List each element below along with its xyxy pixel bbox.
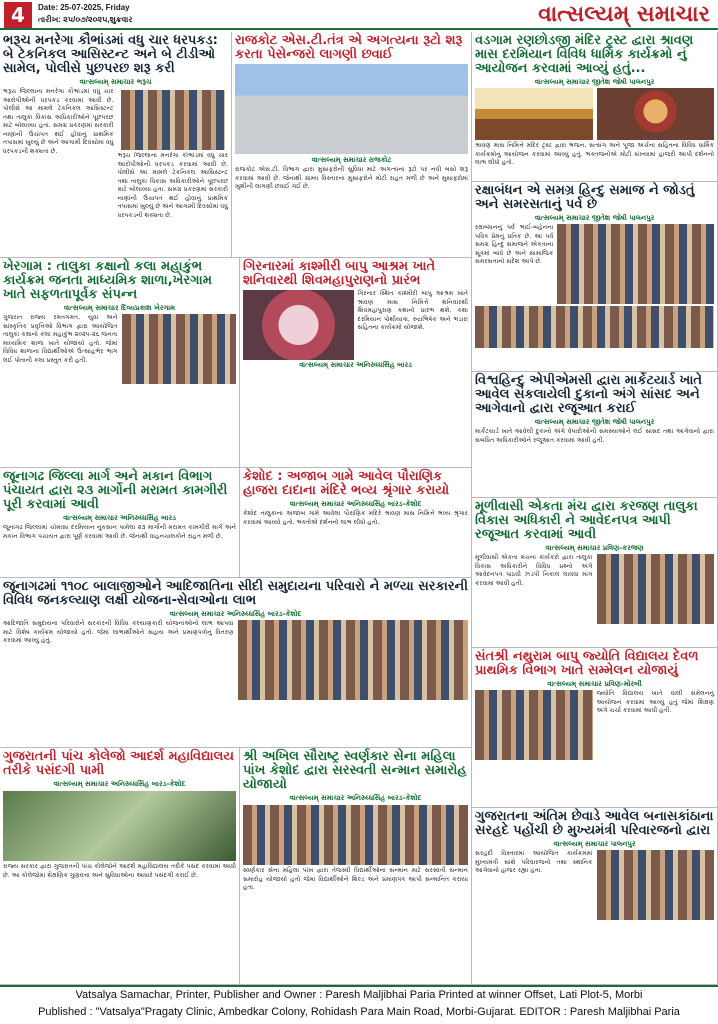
article-body: રાજકોટ એસ.ટી. વિભાગ દ્વારા મુસાફરોની સુવિધા માટે અગત્યના રૂટો પર નવી બસો શરૂ કરવામાં આવી છે. જેનાથી ગ્રામ્ય વિસ્તારના મુસાફરોને મોટી રાહત મળી છે અને મુસાફરોમાં ખુશીની લાગણી છવાઈ ગઈ છે. xyxy=(235,166,468,190)
article-raksha xyxy=(472,182,718,372)
headline: ખેરગામ : તાલુકા કક્ષાનો કલા મહાકુંભ કાર્યક્રમ જનતા માધ્યમિક શાળા,ખેરગામ ખાતે સફળતાપૂર્વક સંપન્ન xyxy=(3,259,212,302)
article-kesod-temple xyxy=(240,468,472,578)
temple-photo xyxy=(475,88,593,140)
article-body: ગિરનાર સ્થિત કાશ્મીરી બાપુ આશ્રમ ખાતે શ્રાવણ માસ નિમિત્તે શનિવારથી શિવમહાપુરાણ કથાનો પ્રારંભ થશે. કથા દરમિયાન પોથીયાત્રા, રુદ્રાભિષેક અને ભંડારા સહિતના કાર્યક્રમો યોજાશે. xyxy=(357,290,468,331)
article-bharuch xyxy=(0,32,232,258)
page-number: 4 xyxy=(4,2,32,28)
headline: ગુજરાતના અંતિમ છેવાડે આવેલ બનાસકાંઠાના સરહદે પહોંચી છે મુખ્યમંત્રી પરિવારજનો દ્વારા xyxy=(475,809,714,838)
article-junagadh-roads xyxy=(0,468,240,578)
article-girnar xyxy=(240,258,472,468)
felicitation-photo xyxy=(243,805,468,865)
byline: વાત્સલ્યમ્ સમાચાર પ્રવિણ-કરજણ xyxy=(545,544,644,552)
byline: વાત્સલ્યમ્ સમાચાર અનિરુધ્ધસિંહ બારડ xyxy=(299,361,412,369)
byline: વાત્સલ્યમ્ સમાચાર પાલનપુર xyxy=(553,840,636,848)
article-rajkot-st xyxy=(232,32,472,258)
masthead xyxy=(0,0,718,30)
article-body: રાજ્ય સરકાર દ્વારા ગુજરાતની પાંચ કોલેજોને આદર્શ મહાવિદ્યાલય તરીકે પસંદ કરવામાં આવી છે. આ કોલેજોમાં શૈક્ષણિક ગુણવત્તા અને સુવિધાઓના આધારે પસંદગી કરાઈ છે. xyxy=(3,863,236,879)
headline: કેશોદ : અજાબ ગામે આવેલ પૌરાણિક હાજરા દાદાના મંદિરે ભવ્ય શ્રૃંગાર કરાયો xyxy=(243,469,450,498)
bus-station-photo xyxy=(235,64,468,154)
headline: જૂનાગઢ જિલ્લા માર્ગ અને મકાન વિભાગ પંચાયત દ્વારા ૨૩ માર્ગોની મરામત કામગીરી પૂરી કરવામાં આવી xyxy=(3,469,228,512)
article-muli xyxy=(472,498,718,648)
byline: વાત્સલ્યમ્ સમાચાર જીતેશ જોષી પાલનપુર xyxy=(534,418,655,426)
article-body: સ્વર્ણકાર સેના મહિલા પાંખ દ્વારા તેજસ્વી વિદ્યાર્થીઓના સન્માન માટે સરસ્વતી સન્માન સમારોહ યોજાયો હતો જેમાં વિદ્યાર્થીઓને શિલ્ડ અને પ્રમાણપત્ર આપી સન્માનિત કરાયા હતા. xyxy=(243,867,468,891)
article-gujarat-border xyxy=(472,808,718,985)
date-english: Date: 25-07-2025, Friday xyxy=(38,3,130,12)
headline: વડગામ રણછોડજી મંદિર ટ્રસ્ટ દ્વારા શ્રાવણ માસ દરમિયાન વિવિધ ધાર્મિક કાર્યક્રમો નું આયોજન કરવામાં આવ્યું હતું... xyxy=(475,33,694,76)
article-body: કેશોદ તાલુકાના અજાબ ગામે આવેલા પૌરાણિક મંદિરે શ્રાવણ માસ નિમિત્તે ભવ્ય શ્રૃંગાર કરવામાં આવ્યો હતો. ભક્તોએ દર્શનનો લાભ લીધો હતો. xyxy=(243,510,468,526)
meeting-photo xyxy=(557,224,714,304)
article-gujarat-college xyxy=(0,748,240,985)
article-vishwa xyxy=(472,372,718,498)
article-body: જ્યોતિ વિદ્યાલય ખાતે વાલી સંમેલનનું આયોજન કરવામાં આવ્યું હતું જેમાં શિક્ષણ અંગે ચર્ચા કરવામાં આવી હતી. xyxy=(596,690,714,714)
footer-publisher-line: Published : "Vatsalya"Pragaty Clinic, Ambedkar Colony, Rohidash Para Main Road, Morbi-Gujarat. EDITOR : Paresh Maljibhai Paria xyxy=(38,1006,680,1018)
byline: વાત્સલ્યમ્ સમાચાર અનિરુધ્ધસિંહ બારડ-કેશોદ xyxy=(289,794,422,802)
event-photo xyxy=(122,314,237,384)
college-photo xyxy=(3,791,236,861)
byline: વાત્સલ્યમ્ સમાચાર જીતેશ જોષી પાલનપુર xyxy=(534,214,655,222)
article-kheragam xyxy=(0,258,240,468)
byline: વાત્સલ્યમ્ સમાચાર પ્રવિણ-મોરબી xyxy=(547,680,642,688)
deity-photo xyxy=(597,88,715,140)
headline: મૂળીવાસી એકતા મંચ દ્વારા કરજણ તાલુકા વિકાસ અધિકારી ને આવેદનપત્ર આપી રજૂઆત કરવામાં આવી xyxy=(475,499,698,542)
article-santram xyxy=(472,648,718,808)
school-photo xyxy=(475,690,593,760)
article-body: સરહદી વિસ્તારમાં આયોજિત કાર્યક્રમમાં મુખ્યમંત્રી સાથે પરિવારજનો તથા સ્થાનિક આગેવાનો હાજર રહ્યા હતા. xyxy=(475,850,593,874)
publisher-footer xyxy=(0,985,718,1024)
byline: વાત્સલ્યમ્ સમાચાર અનિરુધ્ધસિંહ બારડ-કેશોદ xyxy=(169,610,302,618)
headline: જૂનાગઢમાં ૧૧૦૮ બાલાજીઓને આદિજાતિના સીદી સમુદાયના પરિવારો ને મળ્યા સરકારની વિવિધ જનકલ્યાણ લક્ષી યોજના-સેવાઓના લાભ xyxy=(3,579,468,608)
audience-photo xyxy=(475,306,714,348)
article-vadgam xyxy=(472,32,718,182)
article-body-cont: ભરૂચ જિલ્લાના મનરેગા કૌભાંડમાં વધુ ચાર આરોપીઓની ધરપકડ કરવામાં આવી છે. પોલીસે આ મામલે ટેકનિકલ આસિસ્ટન્ટ તથા તાલુકા વિકાસ અધિકારીઓને પૂછપરછ માટે બોલાવ્યા હતા. સમગ્ર પ્રકરણમાં સરકારી નાણાંની ઉચાપત થઈ હોવાનું પ્રાથમિક તપાસમાં ખુલ્યું છે અને આગામી દિવસોમાં વધુ ધરપકડની શક્યતા છે. xyxy=(117,152,228,219)
byline: વાત્સલ્યમ્ સમાચાર દિવ્યપ્રકાશ ખેરગામ xyxy=(63,304,176,312)
article-junagadh-schemes xyxy=(0,578,472,748)
headline: ગુજરાતની પાંચ કોલેજો આદર્શ મહાવિદ્યાલય તરીકે પસંદગી પામી xyxy=(3,749,234,778)
headline: રક્ષાબંધન એ સમગ્ર હિન્દુ સમાજ ને જોડતું અને સમરસતાનું પર્વ છે xyxy=(475,183,695,212)
footer-printer-line: Vatsalya Samachar, Printer, Publisher and Owner : Paresh Maljibhai Paria Printed at winner Offset, Lati Plot-5, Morbi xyxy=(75,989,643,1001)
article-body: મૂળીવાસી એકતા મંચના કાર્યકરો દ્વારા તાલુકા વિકાસ અધિકારીને વિવિધ પ્રશ્નો અંગે આવેદનપત્ર પાઠવી ઝડપી નિકાલ લાવવા માંગ કરવામાં આવી હતી. xyxy=(475,554,593,587)
byline: વાત્સલ્યમ્ સમાચાર અનિરુધ્ધસિંહ બારડ xyxy=(63,514,176,522)
byline: વાત્સલ્યમ્ સમાચાર અનિરુધ્ધસિંહ બારડ-કેશોદ xyxy=(289,500,422,508)
border-event-photo xyxy=(597,850,715,920)
news-photo xyxy=(121,90,226,150)
article-body: ભરૂચ જિલ્લાના મનરેગા કૌભાંડમાં વધુ ચાર આરોપીઓની ધરપકડ કરવામાં આવી છે. પોલીસે આ મામલે ટેકનિકલ આસિસ્ટન્ટ તથા તાલુકા વિકાસ અધિકારીઓને પૂછપરછ માટે બોલાવ્યા હતા. સમગ્ર પ્રકરણમાં સરકારી નાણાંની ઉચાપત થઈ હોવાનું પ્રાથમિક તપાસમાં ખુલ્યું છે અને આગામી દિવસોમાં વધુ ધરપકડની શક્યતા છે. xyxy=(3,88,114,155)
newspaper-brand: વાત્સલ્યમ્ સમાચાર xyxy=(538,1,710,27)
byline: વાત્સલ્યમ્ સમાચાર રાજકોટ xyxy=(311,156,392,164)
memorandum-photo xyxy=(597,554,715,624)
byline: વાત્સલ્યમ્ સમાચાર જીતેશ જોષી પાલનપુર xyxy=(534,78,655,86)
byline: વાત્સલ્યમ્ સમાચાર અનિરુધ્ધસિંહ બારડ-કેશોદ xyxy=(53,780,186,788)
article-body: ગુજરાત રાજ્ય રમતગમત, યુવા અને સાંસ્કૃતિક પ્રવૃત્તિઓ વિભાગ દ્વારા આયોજિત તાલુકા કક્ષાનો કલા મહાકુંભ ૨૦૨૫-૨૬ જનતા માધ્યમિક શાળા ખાતે યોજાયો હતો. જેમાં વિવિધ શાળાના વિદ્યાર્થીઓએ ઉત્સાહભેર ભાગ લઈ પોતાની કલા પ્રસ્તુત કરી હતી. xyxy=(3,314,118,364)
article-body: જૂનાગઢ જિલ્લામાં ચોમાસા દરમિયાન નુકસાન પામેલા ૨૩ માર્ગોની મરામત કામગીરી માર્ગ અને મકાન વિભાગ પંચાયત દ્વારા પૂર્ણ કરવામાં આવી છે. જેનાથી વાહનચાલકોને રાહત મળી છે. xyxy=(3,524,236,540)
headline: ભરૂચ મનરેગા કૌભાંડમાં વધુ ચાર ધરપકડ: બે ટેકનિકલ આસિસ્ટન્ટ અને બે ટીડીઓ સામેલ, પોલીસે પુછપરછ શરૂ કરી xyxy=(3,33,218,76)
article-body: માર્કેટયાર્ડ ખાતે આવેલી દુકાનો અંગે વેપારીઓની સમસ્યાઓને લઈ સાંસદ તથા આગેવાનો દ્વારા સંબંધિત અધિકારીઓને રજૂઆત કરવામાં આવી હતી. xyxy=(475,428,714,444)
headline: વિશ્વહિન્દુ એપીએમસી દ્વારા માર્કેટયાર્ડ ખાતે આવેલ સંકલાયેલી દુકાનો અંગે સાંસદ અને આગેવાનો દ્વારા રજૂઆત કરાઈ xyxy=(475,373,703,416)
byline: વાત્સલ્યમ્ સમાચાર ભરૂચ xyxy=(79,78,152,86)
headline: ગિરનારમાં કાશ્મીરી બાપુ આશ્રમ ખાતે શનિવારથી શિવમહાપુરાણનો પ્રારંભ xyxy=(243,259,436,288)
headline: શ્રી અખિલ સૌરાષ્ટ્ર સ્વર્ણકાર સેના મહિલા પાંખ કેશોદ દ્વારા સરસ્વતી સન્માન સમારોહ યોજાયો xyxy=(243,749,467,792)
date-gujarati: તારીખ: ૨૫/૦૭/૨૦૨૫,શુક્રવાર xyxy=(38,15,133,24)
article-body: આદિજાતિ સમુદાયના પરિવારોને સરકારની વિવિધ કલ્યાણકારી યોજનાઓનો લાભ આપવા માટે વિશેષ કાર્યક્રમ યોજાયો હતો. જેમાં લાભાર્થીઓને સહાય અને પ્રમાણપત્રોનું વિતરણ કરવામાં આવ્યું હતું. xyxy=(3,620,234,644)
headline: સંતશ્રી નથુરામ બાપુ જ્યોતિ વિદ્યાલય દેવળ પ્રાથમિક વિભાગ ખાતે સમ્મેલન યોજાયું xyxy=(475,649,699,678)
shivling-photo xyxy=(243,290,354,360)
article-body: શ્રાવણ માસ નિમિત્તે મંદિર ટ્રસ્ટ દ્વારા ભજન, સત્સંગ અને પૂજા અર્ચના સહિતના વિવિધ ધાર્મિક કાર્યક્રમોનું આયોજન કરવામાં આવ્યું હતું. ભક્તજનોએ મોટી સંખ્યામાં હાજરી આપી દર્શનનો લાભ લીધો હતો. xyxy=(475,142,714,166)
article-body: રક્ષાબંધનનું પર્વ ભાઈ-બહેનના પવિત્ર પ્રેમનું પ્રતિક છે. આ પર્વ સમગ્ર હિન્દુ સમાજને એકતાના સૂત્રમાં બાંધે છે અને સામાજિક સમરસતાનો સંદેશ આપે છે. xyxy=(475,224,554,265)
beneficiary-photo xyxy=(238,620,469,700)
headline: રાજકોટ એસ.ટી.તંત્ર એ અગત્યના રૂટો શરૂ કરતા પેસેન્જરો લાગણી છવાઈ xyxy=(235,33,463,62)
article-saurashtra-women xyxy=(240,748,472,985)
